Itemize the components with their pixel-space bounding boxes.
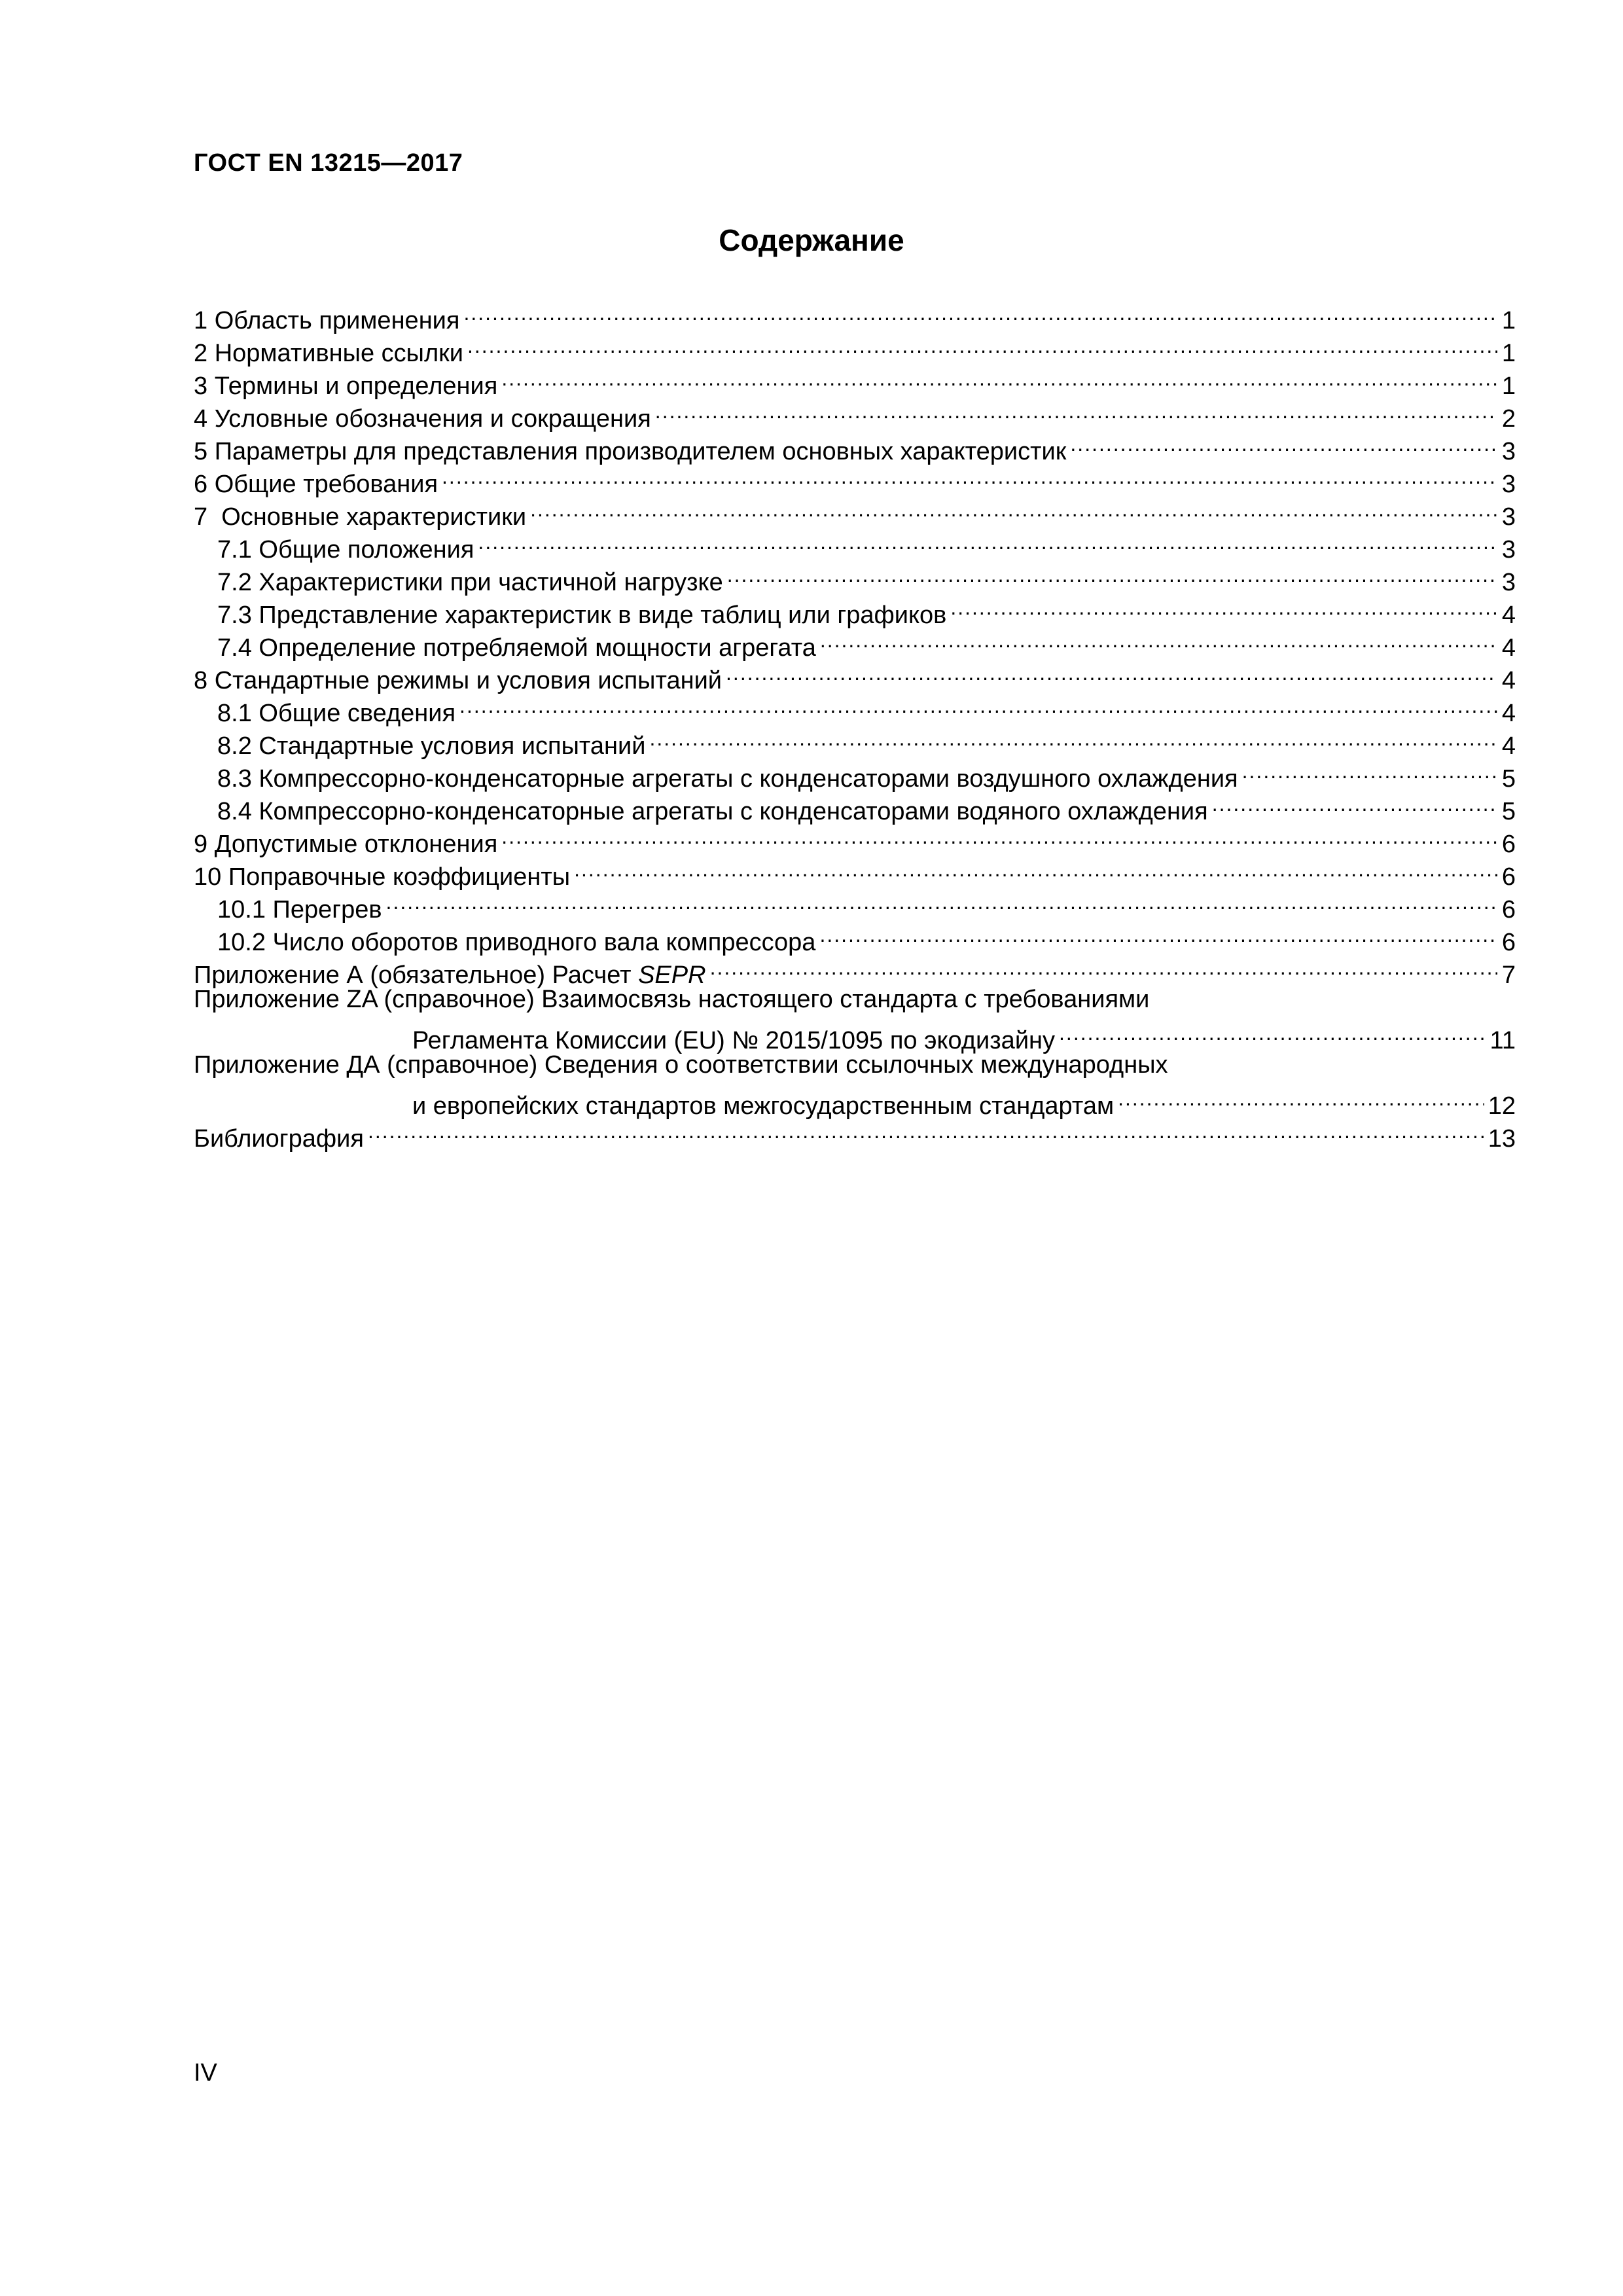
table-of-contents <box>194 296 1516 1153</box>
toc-entry-annex-za-line1[interactable] <box>194 983 1516 1016</box>
toc-entry-text: Приложение ДА (справочное) Сведения о соответствии ссылочных международных <box>194 1051 1168 1079</box>
toc-dot-leader <box>463 296 1497 329</box>
toc-entry-text: Приложение ZA (справочное) Взаимосвязь настоящего стандарта с требованиями <box>194 986 1150 1013</box>
toc-entry-page: 6 <box>1501 929 1516 956</box>
toc-entry-annex-za-line2[interactable] <box>194 1016 1516 1054</box>
toc-entry-annex-da-line2[interactable] <box>194 1081 1516 1120</box>
toc-dot-leader <box>1212 787 1497 819</box>
toc-entry-page: 5 <box>1501 765 1516 793</box>
toc-entry-page: 13 <box>1488 1125 1516 1153</box>
toc-entry-text: 3 Термины и определения <box>194 372 498 400</box>
toc-dot-leader <box>501 361 1497 394</box>
toc-entry-text: 4 Условные обозначения и сокращения <box>194 405 651 433</box>
toc-entry-page: 1 <box>1501 372 1516 400</box>
toc-entry-page: 6 <box>1501 831 1516 858</box>
toc-entry-page: 5 <box>1501 798 1516 825</box>
toc-dot-leader <box>819 918 1497 950</box>
toc-entry-text: 7 Основные характеристики <box>194 503 527 531</box>
toc-dot-leader <box>727 558 1497 590</box>
toc-entry-text: 9 Допустимые отклонения <box>194 831 498 858</box>
toc-entry-text: 8.1 Общие сведения <box>217 700 456 727</box>
toc-entry-text: 2 Нормативные ссылки <box>194 340 463 367</box>
toc-entry-text: 8 Стандартные режимы и условия испытаний <box>194 667 722 694</box>
toc-dot-leader <box>950 590 1497 623</box>
toc-dot-leader <box>1059 1016 1486 1049</box>
toc-entry-text: 8.3 Компрессорно-конденсаторные агрегаты с конденсаторами воздушного охлаждения <box>217 765 1238 793</box>
toc-entry-page: 1 <box>1501 340 1516 367</box>
toc-subentry[interactable] <box>194 885 1516 924</box>
toc-entry-text: 7.2 Характеристики при частичной нагрузке <box>217 569 723 596</box>
toc-entry[interactable] <box>194 296 1516 334</box>
toc-entry-page: 3 <box>1501 503 1516 531</box>
toc-entry-page: 3 <box>1501 438 1516 465</box>
toc-entry-text: 7.4 Определение потребляемой мощности агрегата <box>217 634 816 662</box>
toc-entry-page: 4 <box>1501 732 1516 760</box>
toc-entry-text: 7.3 Представление характеристик в виде таблиц или графиков <box>217 601 947 629</box>
toc-entry-page: 4 <box>1501 667 1516 694</box>
toc-dot-leader <box>501 819 1497 852</box>
toc-dot-leader <box>1242 754 1497 787</box>
toc-entry-page: 6 <box>1501 863 1516 891</box>
toc-dot-leader <box>386 885 1497 918</box>
toc-title: Содержание <box>719 223 904 257</box>
toc-dot-leader <box>726 656 1497 689</box>
toc-entry-page: 12 <box>1488 1092 1516 1120</box>
toc-dot-leader <box>442 459 1497 492</box>
toc-dot-leader <box>467 329 1497 361</box>
toc-entry-text: 1 Область применения <box>194 307 460 334</box>
toc-entry-page: 2 <box>1501 405 1516 433</box>
toc-entry-page: 11 <box>1489 1027 1516 1054</box>
toc-dot-leader <box>574 852 1497 885</box>
toc-entry-text: 8.4 Компрессорно-конденсаторные агрегаты с конденсаторами водяного охлаждения <box>217 798 1208 825</box>
toc-entry-annex-da-line1[interactable] <box>194 1049 1516 1081</box>
toc-entry-text: 5 Параметры для представления производителем основных характеристик <box>194 438 1067 465</box>
toc-entry-page: 7 <box>1501 961 1516 989</box>
toc-entry-page: 4 <box>1501 601 1516 629</box>
toc-entry-page: 3 <box>1501 536 1516 564</box>
toc-entry-page: 4 <box>1501 700 1516 727</box>
toc-entry-bibliography[interactable] <box>194 1114 1516 1153</box>
toc-entry-page: 1 <box>1501 307 1516 334</box>
toc-dot-leader <box>820 623 1497 656</box>
toc-entry-text-continuation: Регламента Комиссии (EU) № 2015/1095 по экодизайну <box>412 1027 1056 1054</box>
toc-dot-leader <box>1070 427 1497 459</box>
toc-entry-text: 8.2 Стандартные условия испытаний <box>217 732 646 760</box>
toc-entry-page: 6 <box>1501 896 1516 924</box>
toc-entry-page: 3 <box>1501 471 1516 498</box>
toc-entry-page: 4 <box>1501 634 1516 662</box>
toc-entry-text: 7.1 Общие положения <box>217 536 474 564</box>
toc-dot-leader <box>459 689 1497 721</box>
document-code: ГОСТ EN 13215—2017 <box>194 149 463 177</box>
toc-entry-text: 10 Поправочные коэффициенты <box>194 863 571 891</box>
page-number: IV <box>194 2059 217 2087</box>
toc-entry-text: 10.2 Число оборотов приводного вала компрессора <box>217 929 816 956</box>
toc-entry-text: Библиография <box>194 1125 364 1153</box>
toc-dot-leader <box>530 492 1497 525</box>
toc-entry-text-continuation: и европейских стандартов межгосударственным стандартам <box>412 1092 1115 1120</box>
toc-dot-leader <box>1118 1081 1484 1114</box>
toc-subentry[interactable] <box>194 918 1516 956</box>
toc-entry-text: 6 Общие требования <box>194 471 438 498</box>
toc-dot-leader <box>710 950 1497 983</box>
toc-entry-text-italic: SEPR <box>638 961 706 989</box>
toc-entry-text-prefix: Приложение А (обязательное) Расчет <box>194 961 639 989</box>
toc-entry-page: 3 <box>1501 569 1516 596</box>
toc-dot-leader <box>368 1114 1484 1147</box>
toc-dot-leader <box>649 721 1497 754</box>
toc-dot-leader <box>478 525 1497 558</box>
toc-entry-text: 10.1 Перегрев <box>217 896 382 924</box>
toc-dot-leader <box>655 394 1497 427</box>
